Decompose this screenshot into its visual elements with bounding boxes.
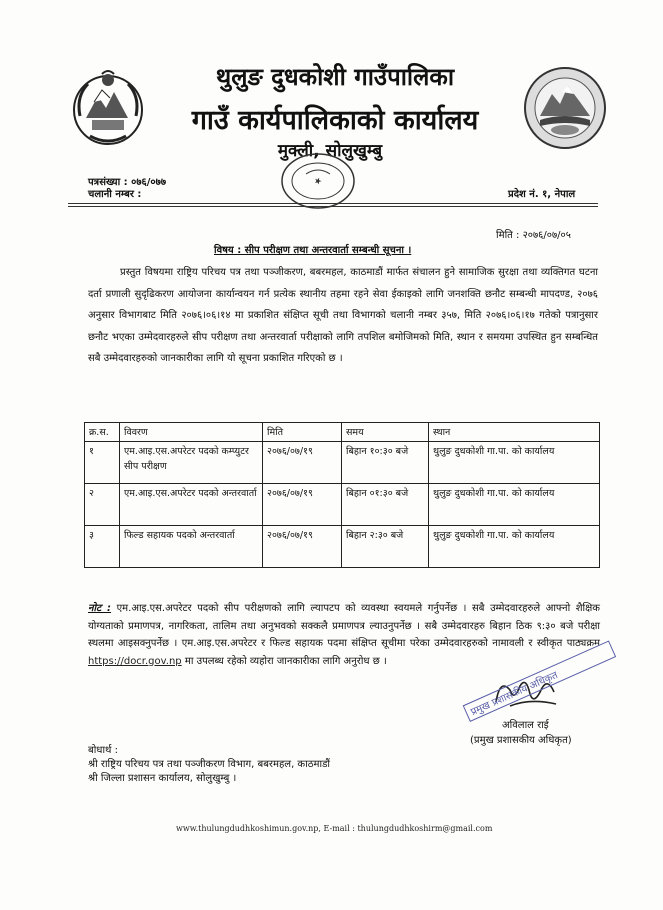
table-cell: बिहान १०:३० बजे <box>342 442 429 484</box>
dispatch-number: चलानी नम्बर : <box>88 189 142 200</box>
table-cell: २०७६/०७/१९ <box>263 484 342 526</box>
table-cell: एम.आइ.एस.अपरेटर पदको कम्प्युटर सीप परीक्षण <box>120 442 263 484</box>
header-divider-top <box>68 203 598 204</box>
table-header-row <box>85 423 600 442</box>
footer-contact: www.thulungdudhkoshimun.gov.np, E-mail : thulungdudhkoshirm@gmail.com <box>176 824 493 833</box>
cc-item: श्री जिल्ला प्रशासन कार्यालय, सोलुखुम्बु । <box>88 773 237 784</box>
table-cell: २ <box>85 484 120 526</box>
table-row <box>85 484 600 526</box>
municipality-name: थुलुङ दुधकोशी गाउँपालिका <box>215 63 455 91</box>
office-location: मुक्ली, सोलुखुम्बु <box>277 141 383 161</box>
signatory-title: (प्रमुख प्रशासकीय अधिकृत) <box>470 735 572 746</box>
cc-item: श्री राष्ट्रिय परिचय पत्र तथा पञ्जीकरण विभाग, बबरमहल, काठमाडौं <box>88 759 331 770</box>
table-cell: १ <box>85 442 120 484</box>
schedule-table <box>84 422 600 568</box>
nepal-emblem-icon <box>66 66 150 150</box>
province-label: प्रदेश नं. १, नेपाल <box>508 189 576 200</box>
municipality-logo-icon <box>522 64 608 152</box>
header-divider-bottom <box>68 206 598 207</box>
table-cell: थुलुङ दुधकोशी गा.पा. को कार्यालय <box>429 442 600 484</box>
docr-link[interactable]: https://docr.gov.np <box>88 655 182 667</box>
cc-label: बोधार्थ : <box>88 745 118 756</box>
notice-note <box>88 600 600 670</box>
notice-subject: विषय : सीप परीक्षण तथा अन्तरवार्ता सम्बन्धी सूचना । <box>214 245 412 256</box>
column-header: स्थान <box>429 423 600 442</box>
table-cell: बिहान ०१:३० बजे <box>342 484 429 526</box>
notice-date: मिति : २०७६/०७/०५ <box>496 230 571 241</box>
column-header: समय <box>342 423 429 442</box>
signatory-name: अविलाल राई <box>502 720 549 731</box>
column-header: मिति <box>263 423 342 442</box>
table-cell: ३ <box>85 526 120 568</box>
table-cell: थुलुङ दुधकोशी गा.पा. को कार्यालय <box>429 526 600 568</box>
svg-text:★: ★ <box>312 175 324 189</box>
table-cell: बिहान २:३० बजे <box>342 526 429 568</box>
note-label: नोट : <box>88 603 112 614</box>
table-cell: २०७६/०७/१९ <box>263 526 342 568</box>
table-cell: थुलुङ दुधकोशी गा.पा. को कार्यालय <box>429 484 600 526</box>
table-row <box>85 442 600 484</box>
reference-number: पत्रसंख्या : ०७६/०७७ <box>88 177 167 188</box>
notice-body: प्रस्तुत विषयमा राष्ट्रिय परिचय पत्र तथा पञ्जीकरण, बबरमहल, काठमाडौं मार्फत संचालन हुने सामाजिक सुरक्षा तथा व्यक्तिगत घटना दर्ता प्रणाली सुदृढिकरण आयोजना कार्यान्वयन गर्न प्रत्येक स्थानीय तहमा रहने सेवा ईकाइको लागि जनशक्ति छनौट सम्बन्धी मापदण्ड, २०७६ अनुसार विभागबाट मिति २०७६।०६।१४ मा प्रकाशित संक्षिप्त सूची तथा विभागको चलानी नम्बर ३५७, मिति २०७६।०६।१७ गतेको पत्रानुसार छनौट भएका उम्मेदवारहरुले सीप परीक्षण तथा अन्तरवार्ता परीक्षाको लागि तपशिल बमोजिमको मिति, स्थान र समयमा उपस्थित हुन सम्बन्धित सबै उम्मेदवारहरुको जानकारीका लागि यो सूचना प्रकाशित गरिएको छ । <box>88 267 598 364</box>
table-cell: एम.आइ.एस.अपरेटर पदको अन्तरवार्ता <box>120 484 263 526</box>
note-tail: मा उपलब्ध रहेको व्यहोरा जानकारीका लागि अनुरोध छ । <box>184 655 387 667</box>
designation-stamp: प्रमुख प्रशासकीय अधिकृत <box>463 640 616 722</box>
office-name: गाउँ कार्यपालिकाको कार्यालय <box>191 105 479 136</box>
note-text: एम.आइ.एस.अपरेटर पदको सीप परीक्षणको लागि ल्यापटप को व्यवस्था स्वयमले गर्नुपर्नेछ । सबै उम्मेदवारहरुले आफ्नो शैक्षिक योग्यताको प्रमाणपत्र, नागरिकता, तालिम तथा अनुभवको सक्कलै प्रमाणपत्र ल्याउनुपर्नेछ । सबै उम्मेदवारहरु बिहान ठिक ९:३० बजे परीक्षा स्थलमा आइसक्नुपर्नेछ । एम.आइ.एस.अपरेटर र फिल्ड सहायक पदमा संक्षिप्त सूचीमा परेका उम्मेदवारहरुको नामावली र स्वीकृत पाठ्यक्रम <box>88 603 600 649</box>
table-cell: फिल्ड सहायक पदको अन्तरवार्ता <box>120 526 263 568</box>
column-header: क्र.स. <box>85 423 120 442</box>
column-header: विवरण <box>120 423 263 442</box>
table-cell: २०७६/०७/१९ <box>263 442 342 484</box>
table-row <box>85 526 600 568</box>
